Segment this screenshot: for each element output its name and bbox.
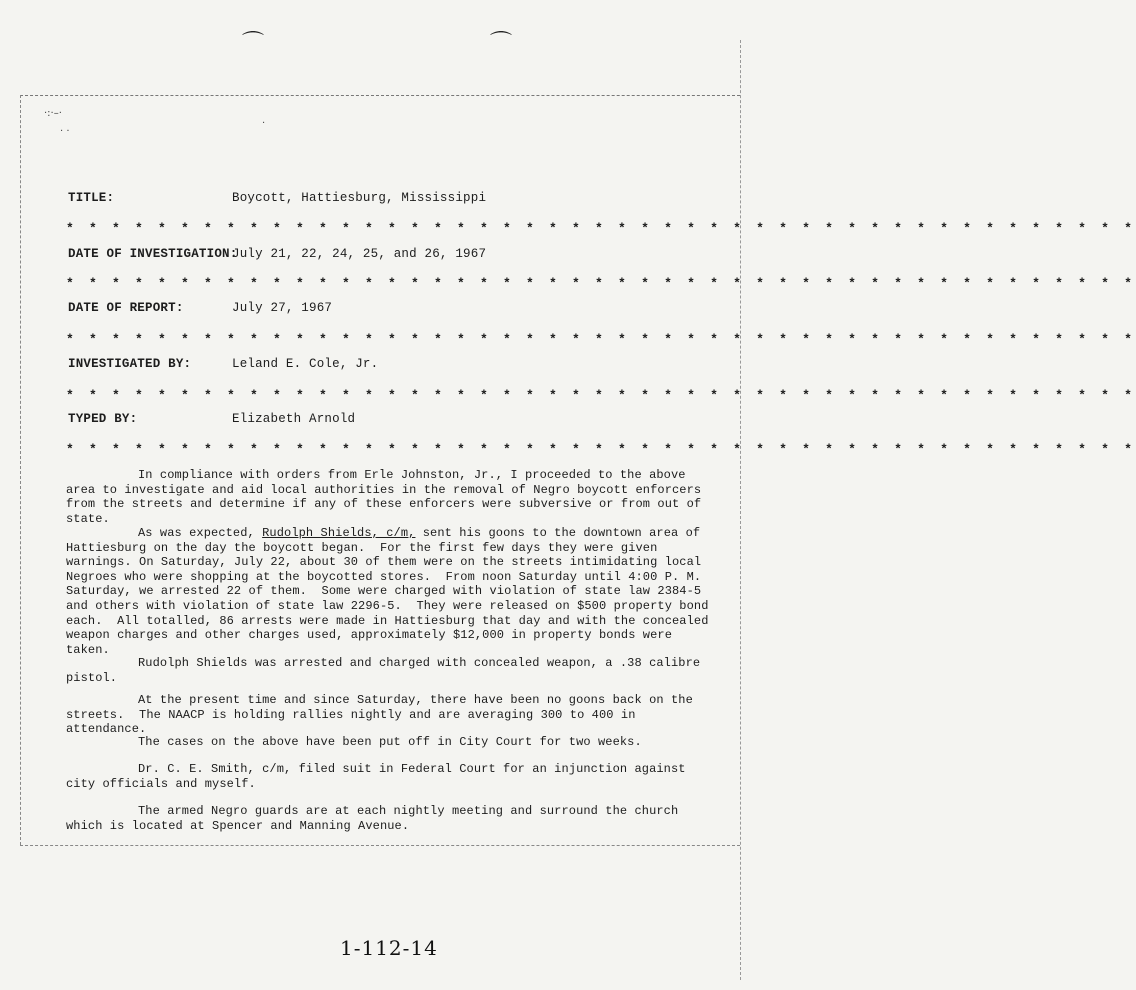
paragraph-7-text: The armed Negro guards are at each nightly meeting and surround the church which is located at Spencer and Manning Avenue. bbox=[66, 804, 686, 833]
typed-by-label: TYPED BY: bbox=[68, 412, 138, 426]
title-value: Boycott, Hattiesburg, Mississippi bbox=[232, 191, 487, 205]
separator: * * * * * * * * * * * * * * * * * * * * * * * * * * * * * * * * * * * * * * * * * * * * * * * bbox=[66, 332, 1136, 347]
paragraph-3 bbox=[66, 656, 712, 685]
scan-border-right bbox=[740, 40, 741, 980]
typed-by-value: Elizabeth Arnold bbox=[232, 412, 356, 426]
punch-mark-left: ⌒ bbox=[242, 31, 265, 56]
paragraph-7 bbox=[66, 804, 712, 833]
paragraph-2-lead: As was expected, bbox=[138, 526, 263, 540]
investigated-by-label: INVESTIGATED BY: bbox=[68, 357, 192, 371]
paragraph-3-text: Rudolph Shields was arrested and charged with concealed weapon, a .38 calibre pistol. bbox=[66, 656, 708, 685]
title-label: TITLE: bbox=[68, 191, 115, 205]
scan-border-left bbox=[20, 95, 21, 845]
paragraph-2-text: sent his goons to the downtown area of Hattiesburg on the day the boycott began. For the first few days they were given warnings. On Saturday, July 22, about 30 of them were on the streets intimidating local Negroes who were shopping at the boycotted stores. From noon Saturday until 4:00 P. M. Saturday, we arrested 22 of them. Some were charged with violation of state law 2384-5 and others with violation of state law 2296-5. They were released on $500 property bond each. All totalled, 86 arrests were made in Hattiesburg that day and with the concealed weapon charges and other charges used, approximately $12,000 in property bonds were taken. bbox=[66, 526, 716, 657]
punch-mark-right: ⌒ bbox=[490, 31, 513, 56]
paragraph-4 bbox=[66, 693, 712, 737]
paragraph-2 bbox=[66, 526, 716, 657]
date-of-report-label: DATE OF REPORT: bbox=[68, 301, 184, 315]
scan-border-bottom bbox=[20, 845, 740, 846]
document-number: 1-112-14 bbox=[340, 936, 438, 960]
scan-border-top bbox=[20, 95, 740, 96]
scan-speckle: ·:·–· bbox=[44, 108, 62, 119]
paragraph-1 bbox=[66, 468, 712, 526]
paragraph-5-text: The cases on the above have been put off in City Court for two weeks. bbox=[138, 735, 642, 749]
date-of-investigation-value: July 21, 22, 24, 25, and 26, 1967 bbox=[232, 247, 487, 261]
scan-speckle: · · bbox=[60, 126, 70, 137]
separator: * * * * * * * * * * * * * * * * * * * * * * * * * * * * * * * * * * * * * * * * * * * * * * * bbox=[66, 388, 1136, 403]
paragraph-5 bbox=[66, 735, 712, 750]
investigated-by-value: Leland E. Cole, Jr. bbox=[232, 357, 379, 371]
separator: * * * * * * * * * * * * * * * * * * * * * * * * * * * * * * * * * * * * * * * * * * * * * * * bbox=[66, 221, 1136, 236]
separator: * * * * * * * * * * * * * * * * * * * * * * * * * * * * * * * * * * * * * * * * * * * * * * * bbox=[66, 276, 1136, 291]
paragraph-6 bbox=[66, 762, 712, 791]
date-of-investigation-label: DATE OF INVESTIGATION: bbox=[68, 247, 238, 261]
paragraph-4-text: At the present time and since Saturday, there have been no goons back on the streets. The NAACP is holding rallies nightly and are averaging 300 to 400 in attendance. bbox=[66, 693, 701, 737]
separator: * * * * * * * * * * * * * * * * * * * * * * * * * * * * * * * * * * * * * * * * * * * * * * * bbox=[66, 442, 1136, 457]
scan-speckle: · bbox=[262, 118, 266, 129]
date-of-report-value: July 27, 1967 bbox=[232, 301, 333, 315]
paragraph-1-text: In compliance with orders from Erle Johnston, Jr., I proceeded to the above area to investigate and aid local authorities in the removal of Negro boycott enforcers from the streets and determine if any of these enforcers were subversive or from out of state. bbox=[66, 468, 709, 526]
paragraph-2-name: Rudolph Shields, c/m, bbox=[262, 526, 416, 540]
paragraph-6-text: Dr. C. E. Smith, c/m, filed suit in Federal Court for an injunction against city officials and myself. bbox=[66, 762, 693, 791]
